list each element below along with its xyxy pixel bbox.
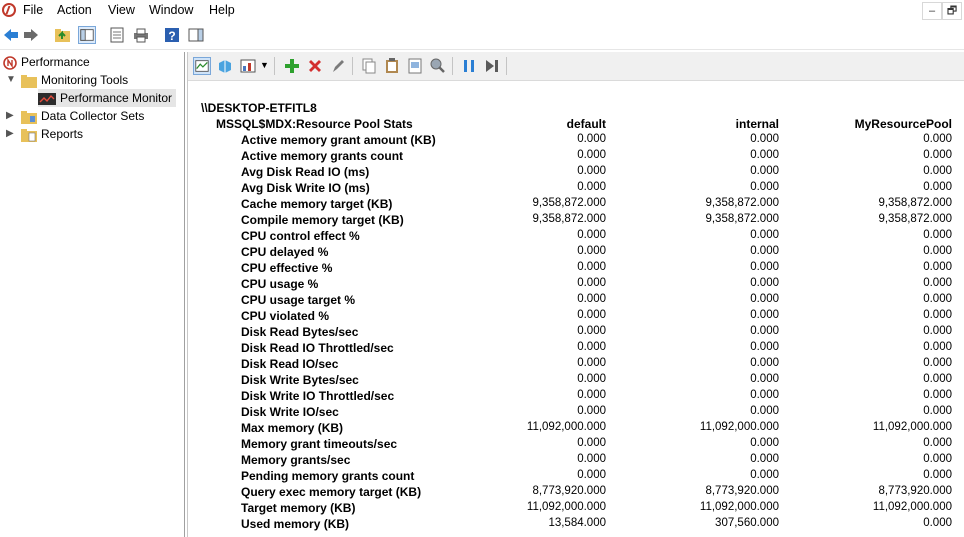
counter-value: 0.000 [750, 149, 779, 161]
counter-label: Active memory grants count [241, 149, 404, 163]
counter-value: 8,773,920.000 [878, 485, 952, 497]
counter-value: 0.000 [577, 453, 606, 465]
counter-value: 9,358,872.000 [532, 213, 606, 225]
counter-value: 0.000 [577, 165, 606, 177]
counter-label: Disk Read Bytes/sec [241, 325, 359, 339]
counter-value: 0.000 [577, 373, 606, 385]
tree-label-performance-monitor: Performance Monitor [60, 91, 173, 105]
counter-value: 0.000 [923, 341, 952, 353]
counter-value: 9,358,872.000 [705, 213, 779, 225]
column-header-default: default [566, 117, 606, 131]
counter-value: 0.000 [750, 405, 779, 417]
zoom-icon[interactable] [429, 57, 447, 75]
counter-label: Disk Write IO Throttled/sec [241, 389, 395, 403]
column-header-myresourcepool: MyResourcePool [854, 117, 952, 131]
counter-label: CPU delayed % [241, 245, 329, 259]
counter-value: 0.000 [577, 245, 606, 257]
counter-value: 9,358,872.000 [878, 213, 952, 225]
counter-value: 0.000 [577, 309, 606, 321]
chevron-right-icon[interactable]: ▶ [6, 110, 14, 121]
menu-action[interactable]: Action [57, 3, 92, 17]
view-graph-icon[interactable] [193, 57, 211, 75]
table-row[interactable] [188, 245, 964, 261]
counter-value: 0.000 [750, 325, 779, 337]
tree-item-data-collector-sets[interactable] [21, 107, 144, 125]
counter-label: CPU usage target % [241, 293, 356, 307]
counter-value: 0.000 [750, 277, 779, 289]
table-row[interactable] [188, 149, 964, 165]
counter-value: 0.000 [923, 149, 952, 161]
counter-label: CPU control effect % [241, 229, 360, 243]
counter-value: 0.000 [923, 245, 952, 257]
menu-view[interactable]: View [108, 3, 135, 17]
counter-label: Target memory (KB) [241, 501, 356, 515]
menu-bar [0, 0, 964, 22]
counter-value: 0.000 [750, 133, 779, 145]
counter-value: 0.000 [750, 229, 779, 241]
monitor-toolbar [188, 52, 964, 81]
counter-value: 0.000 [923, 405, 952, 417]
counter-value: 0.000 [577, 133, 606, 145]
menu-window[interactable]: Window [149, 3, 194, 17]
toolbar-separator [452, 57, 453, 75]
counter-value: 0.000 [577, 389, 606, 401]
table-row[interactable] [188, 293, 964, 309]
counter-value: 11,092,000.000 [699, 421, 779, 433]
table-row[interactable] [188, 133, 964, 149]
properties-sheet-icon[interactable] [406, 57, 424, 75]
counter-value: 0.000 [750, 469, 779, 481]
counter-value: 0.000 [577, 181, 606, 193]
counter-value: 11,092,000.000 [526, 501, 606, 513]
counter-label: CPU usage % [241, 277, 319, 291]
menu-help[interactable]: Help [209, 3, 235, 17]
tree-label-monitoring-tools: Monitoring Tools [41, 73, 129, 87]
counter-value: 0.000 [923, 357, 952, 369]
column-header-internal: internal [735, 117, 779, 131]
reports-folder-icon [21, 128, 37, 142]
table-row[interactable] [188, 437, 964, 453]
show-hide-action-pane-icon[interactable] [187, 26, 205, 44]
table-row[interactable] [188, 501, 964, 517]
menu-file[interactable]: File [23, 3, 44, 17]
toolbar-separator [506, 57, 507, 75]
tree-label-performance: Performance [21, 55, 90, 69]
counter-value: 0.000 [923, 389, 952, 401]
counter-value: 0.000 [923, 133, 952, 145]
tree-item-monitoring-tools[interactable] [21, 71, 128, 89]
update-data-icon[interactable] [483, 57, 501, 75]
counter-value: 0.000 [577, 277, 606, 289]
highlight-pen-icon[interactable] [329, 57, 347, 75]
counter-value: 9,358,872.000 [532, 197, 606, 209]
counter-label: Disk Write Bytes/sec [241, 373, 359, 387]
counter-value: 307,560.000 [715, 517, 779, 529]
svg-text:?: ? [168, 29, 176, 43]
minimize-button[interactable]: – [922, 2, 942, 20]
counter-value: 0.000 [577, 357, 606, 369]
counter-label: CPU effective % [241, 261, 333, 275]
counter-label: Memory grant timeouts/sec [241, 437, 398, 451]
computer-name: \\DESKTOP-ETFITL8 [201, 101, 317, 115]
table-row[interactable] [188, 357, 964, 373]
counter-object-name: MSSQL$MDX:Resource Pool Stats [216, 117, 413, 131]
counter-value: 9,358,872.000 [878, 197, 952, 209]
table-row[interactable] [188, 213, 964, 229]
counter-value: 0.000 [577, 229, 606, 241]
graph-type-dropdown-icon[interactable]: ▼ [260, 60, 269, 70]
counter-label: Active memory grant amount (KB) [241, 133, 436, 147]
counter-value: 0.000 [577, 469, 606, 481]
tree-label-reports: Reports [41, 127, 84, 141]
paste-icon[interactable] [383, 57, 401, 75]
up-folder-icon[interactable] [54, 26, 72, 44]
counter-value: 0.000 [577, 437, 606, 449]
counter-label: Compile memory target (KB) [241, 213, 404, 227]
toolbar-separator [274, 57, 275, 75]
table-row[interactable] [188, 373, 964, 389]
tree-item-performance[interactable] [3, 53, 90, 71]
add-counter-icon[interactable] [283, 57, 301, 75]
performance-icon [3, 56, 17, 70]
table-row[interactable] [188, 309, 964, 325]
counter-value: 0.000 [923, 517, 952, 529]
counter-value: 11,092,000.000 [872, 501, 952, 513]
delete-counter-icon[interactable] [306, 57, 324, 75]
counter-value: 0.000 [923, 469, 952, 481]
counter-value: 11,092,000.000 [526, 421, 606, 433]
monitor-chart-icon [38, 92, 56, 106]
table-row[interactable] [188, 485, 964, 501]
counter-value: 0.000 [577, 261, 606, 273]
counter-value: 0.000 [750, 245, 779, 257]
main-toolbar [0, 22, 964, 50]
counter-value: 0.000 [750, 261, 779, 273]
counter-value: 0.000 [923, 437, 952, 449]
counter-value: 0.000 [923, 277, 952, 289]
counter-value: 0.000 [923, 165, 952, 177]
counter-label: CPU violated % [241, 309, 330, 323]
show-hide-tree-icon[interactable] [78, 26, 96, 44]
table-row[interactable] [188, 229, 964, 245]
tree-item-reports[interactable] [21, 125, 83, 143]
chevron-right-icon[interactable]: ▶ [6, 128, 14, 139]
table-row[interactable] [188, 165, 964, 181]
counter-value: 0.000 [923, 325, 952, 337]
table-row[interactable] [188, 405, 964, 421]
forward-arrow-icon[interactable] [22, 26, 40, 44]
performance-monitor-pane [187, 52, 964, 537]
counter-value: 0.000 [750, 309, 779, 321]
counter-value: 0.000 [750, 373, 779, 385]
table-row[interactable] [188, 389, 964, 405]
change-graph-type-icon[interactable] [239, 57, 257, 75]
navigation-tree [0, 52, 185, 537]
counter-value: 0.000 [750, 437, 779, 449]
data-collector-folder-icon [21, 110, 37, 124]
counter-value: 0.000 [923, 181, 952, 193]
table-row[interactable] [188, 421, 964, 437]
table-row[interactable] [188, 181, 964, 197]
table-row[interactable] [188, 469, 964, 485]
table-row[interactable] [188, 197, 964, 213]
toolbar-separator [352, 57, 353, 75]
counter-value: 0.000 [750, 181, 779, 193]
properties-icon[interactable] [108, 26, 126, 44]
tree-label-data-collector-sets: Data Collector Sets [41, 109, 145, 123]
counter-label: Query exec memory target (KB) [241, 485, 422, 499]
counter-value: 0.000 [577, 293, 606, 305]
counter-value: 0.000 [750, 341, 779, 353]
chevron-down-icon[interactable]: ▼ [6, 74, 16, 85]
counter-value: 0.000 [577, 325, 606, 337]
freeze-display-icon[interactable] [460, 57, 478, 75]
counter-value: 0.000 [577, 341, 606, 353]
counter-value: 11,092,000.000 [699, 501, 779, 513]
counter-label: Avg Disk Read IO (ms) [241, 165, 370, 179]
counter-label: Disk Read IO/sec [241, 357, 339, 371]
view-current-activity-icon[interactable] [216, 57, 234, 75]
counter-label: Max memory (KB) [241, 421, 344, 435]
counter-value: 9,358,872.000 [705, 197, 779, 209]
counter-value: 11,092,000.000 [872, 421, 952, 433]
counter-label: Used memory (KB) [241, 517, 350, 531]
counter-label: Disk Write IO/sec [241, 405, 339, 419]
help-icon[interactable] [163, 26, 181, 44]
table-row[interactable] [188, 341, 964, 357]
counter-value: 0.000 [923, 373, 952, 385]
counter-value: 0.000 [750, 357, 779, 369]
counter-value: 0.000 [577, 405, 606, 417]
counter-value: 0.000 [923, 453, 952, 465]
counter-value: 0.000 [923, 309, 952, 321]
counter-label: Cache memory target (KB) [241, 197, 393, 211]
table-row[interactable] [188, 325, 964, 341]
copy-icon[interactable] [360, 57, 378, 75]
counter-value: 0.000 [750, 389, 779, 401]
counter-value: 0.000 [577, 149, 606, 161]
counter-value: 0.000 [923, 229, 952, 241]
counter-label: Disk Read IO Throttled/sec [241, 341, 394, 355]
counter-value: 13,584.000 [548, 517, 606, 529]
table-row[interactable] [188, 261, 964, 277]
counter-label: Pending memory grants count [241, 469, 415, 483]
table-row[interactable] [188, 453, 964, 469]
counter-value: 8,773,920.000 [705, 485, 779, 497]
performance-app-icon [2, 3, 16, 17]
restore-button[interactable]: 🗗 [942, 2, 962, 20]
tree-item-performance-monitor[interactable] [38, 89, 176, 107]
counter-value: 0.000 [750, 165, 779, 177]
counter-value: 0.000 [750, 453, 779, 465]
counter-value: 0.000 [750, 293, 779, 305]
counter-label: Memory grants/sec [241, 453, 351, 467]
back-arrow-icon[interactable] [2, 26, 20, 44]
table-row[interactable] [188, 517, 964, 533]
report-view [188, 80, 964, 537]
counter-value: 8,773,920.000 [532, 485, 606, 497]
counter-label: Avg Disk Write IO (ms) [241, 181, 370, 195]
table-row[interactable] [188, 277, 964, 293]
counter-value: 0.000 [923, 261, 952, 273]
folder-icon [21, 74, 37, 88]
print-icon[interactable] [132, 26, 150, 44]
counter-value: 0.000 [923, 293, 952, 305]
